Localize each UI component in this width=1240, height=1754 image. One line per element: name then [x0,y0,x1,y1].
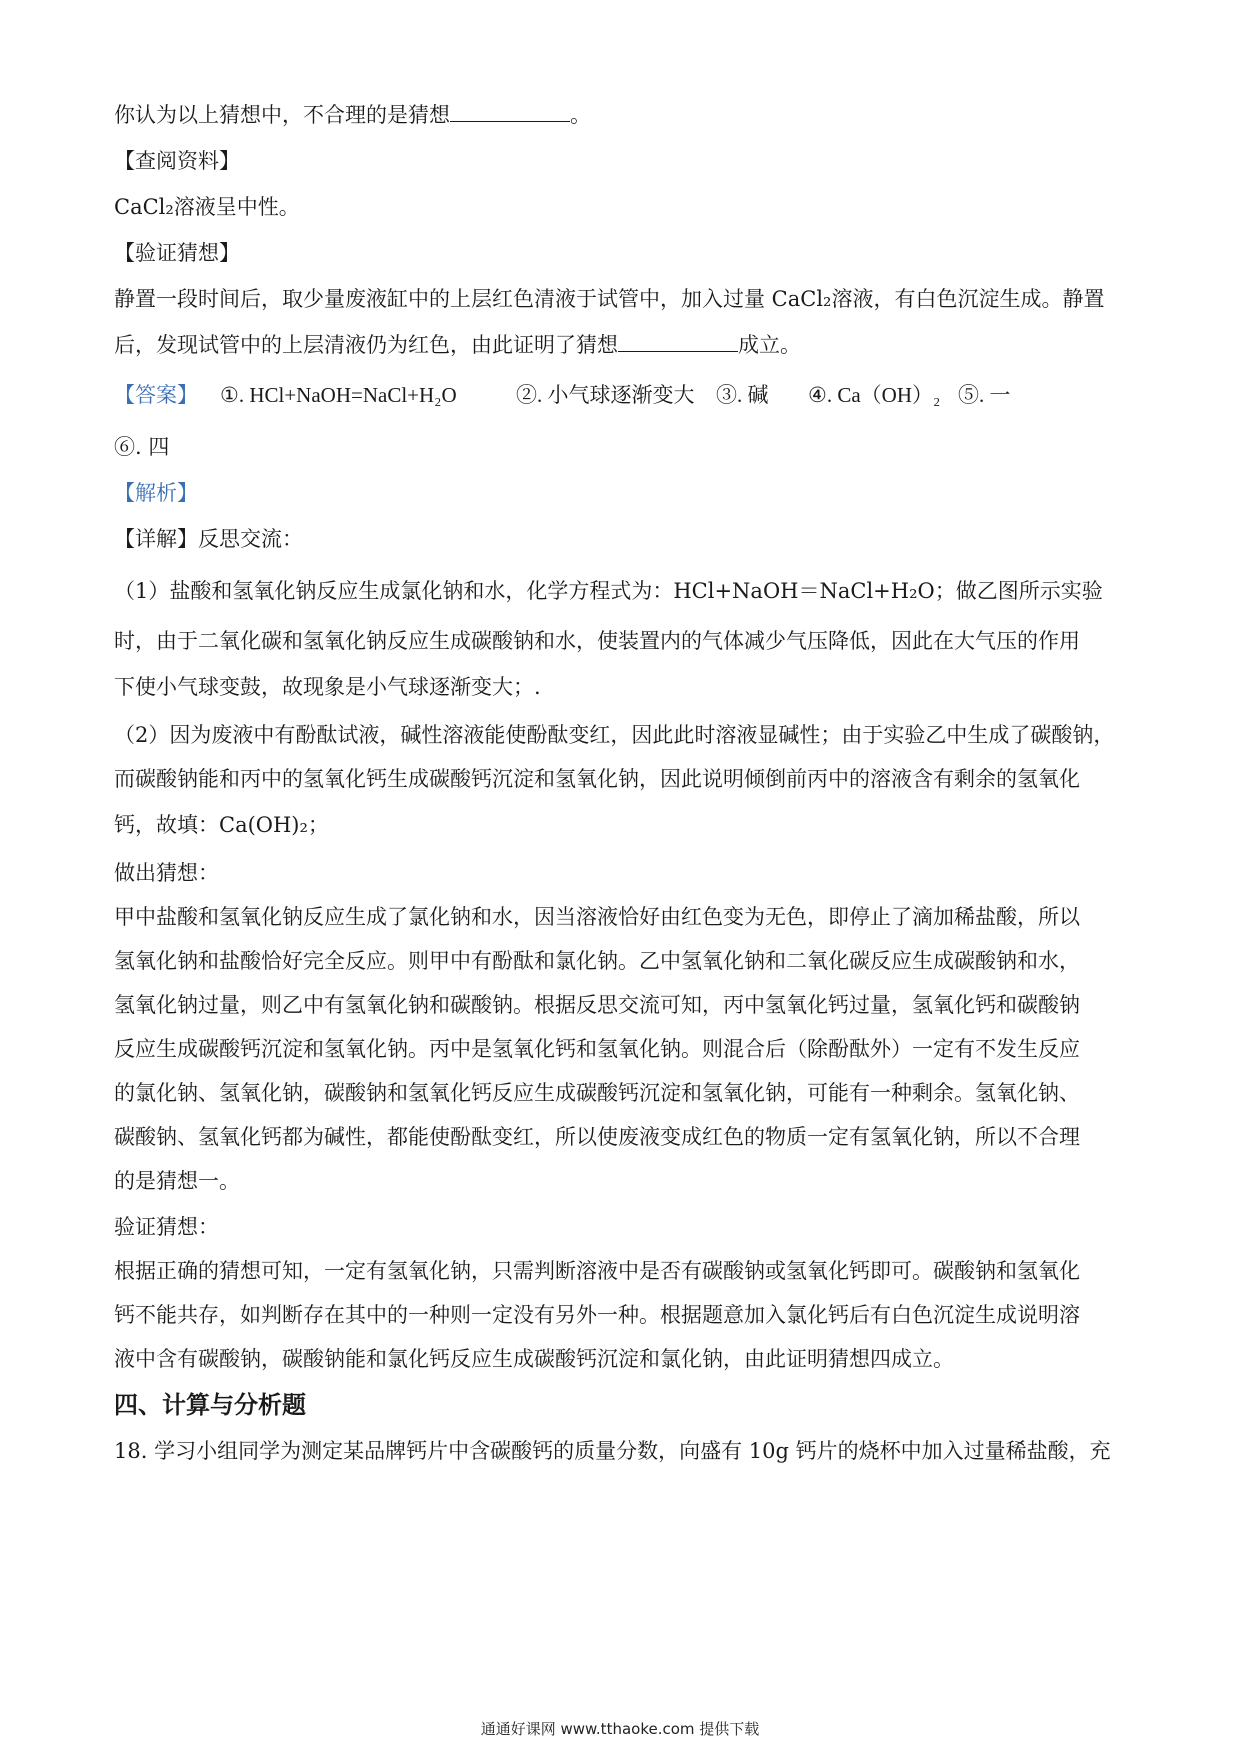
page-footer: 通通好课网 www.tthaoke.com 提供下载 [480,1720,760,1738]
question-18: 18. 学习小组同学为测定某品牌钙片中含碳酸钙的质量分数，向盛有 10g 钙片的烧杯中加入过量稀盐酸，充 [114,1439,1111,1463]
analysis-p1-line-3: 下使小气球变鼓，故现象是小气球逐渐变大；. [114,675,541,699]
answer-row [114,380,1134,410]
answer-item-3: ③. 碱 [716,383,769,407]
verify-text-2-pre: 后，发现试管中的上层清液仍为红色，由此证明了猜想 [114,333,618,357]
answer-item-4: ④. Ca（OH）₂ [808,383,941,407]
question-unreasonable [114,100,1134,130]
question-text: 你认为以上猜想中，不合理的是猜想 [114,103,450,127]
verify-text-2-post: 成立。 [738,333,801,357]
guess-line-1: 甲中盐酸和氢氧化钠反应生成了氯化钠和水，因当溶液恰好由红色变为无色，即停止了滴加稀盐酸，所以 [114,905,1080,929]
analysis-p2-line-1: （2）因为废液中有酚酞试液，碱性溶液能使酚酞变红，因此此时溶液显碱性；由于实验乙中生成了碳酸钠， [114,723,1115,747]
analysis-p2-line-3: 钙，故填：Ca(OH)₂； [114,813,329,837]
verify-line-3: 液中含有碳酸钠，碳酸钠能和氯化钙反应生成碳酸钙沉淀和氯化钠，由此证明猜想四成立。 [114,1347,954,1371]
guess-heading: 做出猜想： [114,861,219,885]
analysis-p1-line-2: 时，由于二氧化碳和氢氧化钠反应生成碳酸钠和水，使装置内的气体减少气压降低，因此在大气压的作用 [114,629,1080,653]
answer-item-1: ①. HCl+NaOH=NaCl+H₂O [220,383,457,407]
section-4-heading: 四、计算与分析题 [114,1391,306,1419]
content-area [114,100,1134,1466]
answer-blank [450,103,570,122]
answer-blank-2 [618,333,738,352]
verify-guess-heading: 验证猜想： [114,1215,219,1239]
analysis-p2-line-2: 而碳酸钠能和丙中的氢氧化钙生成碳酸钙沉淀和氢氧化钠，因此说明倾倒前丙中的溶液含有剩余的氢氧化 [114,767,1080,791]
answer-label: 【答案】 [114,383,198,407]
question-end: 。 [570,103,591,127]
guess-line-6: 碳酸钠、氢氧化钙都为碱性，都能使酚酞变红，所以使废液变成红色的物质一定有氢氧化钠，所以不合理 [114,1125,1080,1149]
verify-line-1: 根据正确的猜想可知，一定有氢氧化钠，只需判断溶液中是否有碳酸钠或氢氧化钙即可。碳酸钠和氢氧化 [114,1259,1080,1283]
verify-heading: 【验证猜想】 [114,241,240,265]
analysis-label: 【解析】 [114,481,198,505]
verify-text-line-2 [114,330,1134,360]
verify-line-2: 钙不能共存，如判断存在其中的一种则一定没有另外一种。根据题意加入氯化钙后有白色沉淀生成说明溶 [114,1303,1080,1327]
guess-line-2: 氢氧化钠和盐酸恰好完全反应。则甲中有酚酞和氯化钠。乙中氢氧化钠和二氧化碳反应生成碳酸钠和水， [114,949,1080,973]
cacl2-neutral-text: CaCl₂溶液呈中性。 [114,195,300,219]
answer-item-6: ⑥. 四 [114,435,170,459]
verify-text-line-1: 静置一段时间后，取少量废液缸中的上层红色清液于试管中，加入过量 CaCl₂溶液，有白色沉淀生成。静置 [114,287,1105,311]
guess-line-3: 氢氧化钠过量，则乙中有氢氧化钠和碳酸钠。根据反思交流可知，丙中氢氧化钙过量，氢氧化钙和碳酸钠 [114,993,1080,1017]
guess-line-4: 反应生成碳酸钙沉淀和氢氧化钠。丙中是氢氧化钙和氢氧化钠。则混合后（除酚酞外）一定有不发生反应 [114,1037,1080,1061]
answer-item-2: ②. 小气球逐渐变大 [516,383,695,407]
guess-line-5: 的氯化钠、氢氧化钠，碳酸钠和氢氧化钙反应生成碳酸钙沉淀和氢氧化钠，可能有一种剩余。氢氧化钠、 [114,1081,1080,1105]
detail-heading: 【详解】反思交流： [114,527,303,551]
answer-item-5: ⑤. 一 [958,383,1011,407]
guess-line-7: 的是猜想一。 [114,1169,240,1193]
analysis-p1-line-1: （1）盐酸和氢氧化钠反应生成氯化钠和水，化学方程式为：HCl+NaOH＝NaCl+H₂O；做乙图所示实验 [114,579,1103,603]
lookup-heading: 【查阅资料】 [114,149,240,173]
